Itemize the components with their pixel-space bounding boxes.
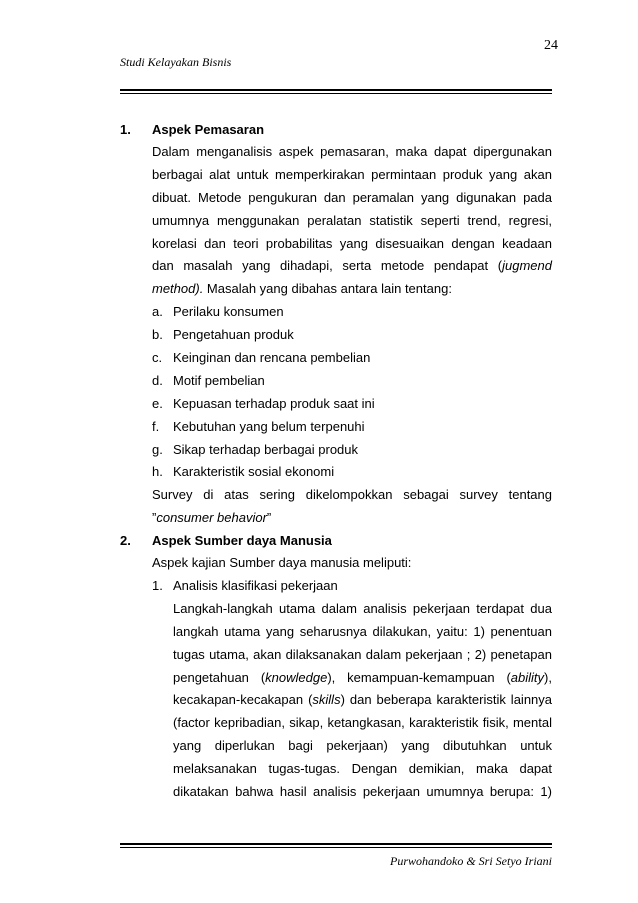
footer-authors: Purwohandoko & Sri Setyo Iriani	[390, 854, 552, 868]
section1-paragraph	[152, 141, 552, 301]
section-title: Aspek Pemasaran	[152, 122, 265, 137]
list-item: a. Perilaku konsumen	[152, 304, 284, 320]
paragraph-line: kecakapan-kecakapan (skills) dan beberapa karakteristik lainnya	[173, 692, 553, 708]
paragraph-line: Survey di atas sering dikelompokkan sebagai survey tentang	[152, 487, 552, 503]
section-heading-1	[120, 119, 552, 141]
paragraph-line: dikatakan bahwa hasil analisis pekerjaan umumnya berupa: 1)	[173, 784, 552, 800]
header-rule-thin	[120, 93, 552, 94]
paragraph-line: tugas utama, akan dilaksanakan dalam pekerjaan ; 2) penetapan	[173, 646, 552, 662]
paragraph-line: dibuat. Metode pengukuran dan peramalan yang digunakan pada	[152, 189, 552, 205]
paragraph-line: Langkah-langkah utama dalam analisis pekerjaan terdapat dua	[173, 600, 552, 616]
section-number: 1.	[120, 122, 131, 137]
paragraph-line: pengetahuan (knowledge), kemampuan-kemampuan (ability),	[173, 669, 552, 685]
survey-note	[152, 484, 552, 530]
page-content	[120, 119, 552, 804]
paragraph-line: Dalam menganalisis aspek pemasaran, maka dapat dipergunakan	[152, 144, 552, 159]
list-item: e. Kepuasan terhadap produk saat ini	[152, 395, 375, 411]
section-number: 2.	[120, 533, 131, 549]
page-number: 24	[544, 38, 558, 53]
paragraph-line: langkah utama yang seharusnya dilakukan, yaitu: 1) penentuan	[173, 623, 552, 639]
paragraph-line: melaksanakan tugas-tugas. Dengan demikian, maka dapat	[173, 761, 552, 777]
list-item: g. Sikap terhadap berbagai produk	[152, 441, 359, 457]
paragraph-line: Aspek kajian Sumber daya manusia meliputi:	[152, 555, 412, 571]
subsection-heading: 1. Analisis klasifikasi pekerjaan	[152, 578, 338, 594]
header-rule	[120, 89, 552, 91]
footer-rule-thin	[120, 847, 552, 848]
list-item: f. Kebutuhan yang belum terpenuhi	[152, 418, 365, 434]
paragraph-line: yang diperlukan bagi pekerjaan) yang dibutuhkan untuk	[173, 738, 552, 754]
paragraph-line: method). Masalah yang dibahas antara lain tentang:	[152, 281, 452, 297]
footer-rule	[120, 843, 552, 845]
section-heading-2	[120, 530, 552, 552]
subsection-paragraph	[173, 598, 552, 804]
section-title: Aspek Sumber daya Manusia	[152, 533, 332, 549]
paragraph-line: ”consumer behavior”	[152, 510, 272, 526]
paragraph-line: umumnya menggunakan peralatan statistik seperti trend, regresi,	[152, 212, 552, 228]
list-item: b. Pengetahuan produk	[152, 327, 294, 343]
paragraph-line: berbagai alat untuk memperkirakan permintaan produk yang akan	[152, 166, 552, 182]
list-item: d. Motif pembelian	[152, 372, 265, 388]
list-item: c. Keinginan dan rencana pembelian	[152, 350, 371, 366]
paragraph-line: (factor kepribadian, sikap, ketangkasan, karakteristik fisik, mental	[173, 715, 552, 731]
paragraph-line: dan masalah yang dihadapi, serta metode pendapat (jugmend	[152, 258, 552, 274]
section2-intro	[152, 552, 552, 575]
topic-list	[120, 301, 552, 484]
paragraph-line: korelasi dan teori probabilitas yang disesuaikan dengan keadaan	[152, 235, 552, 251]
running-title: Studi Kelayakan Bisnis	[120, 55, 232, 69]
list-item: h. Karakteristik sosial ekonomi	[152, 464, 335, 480]
